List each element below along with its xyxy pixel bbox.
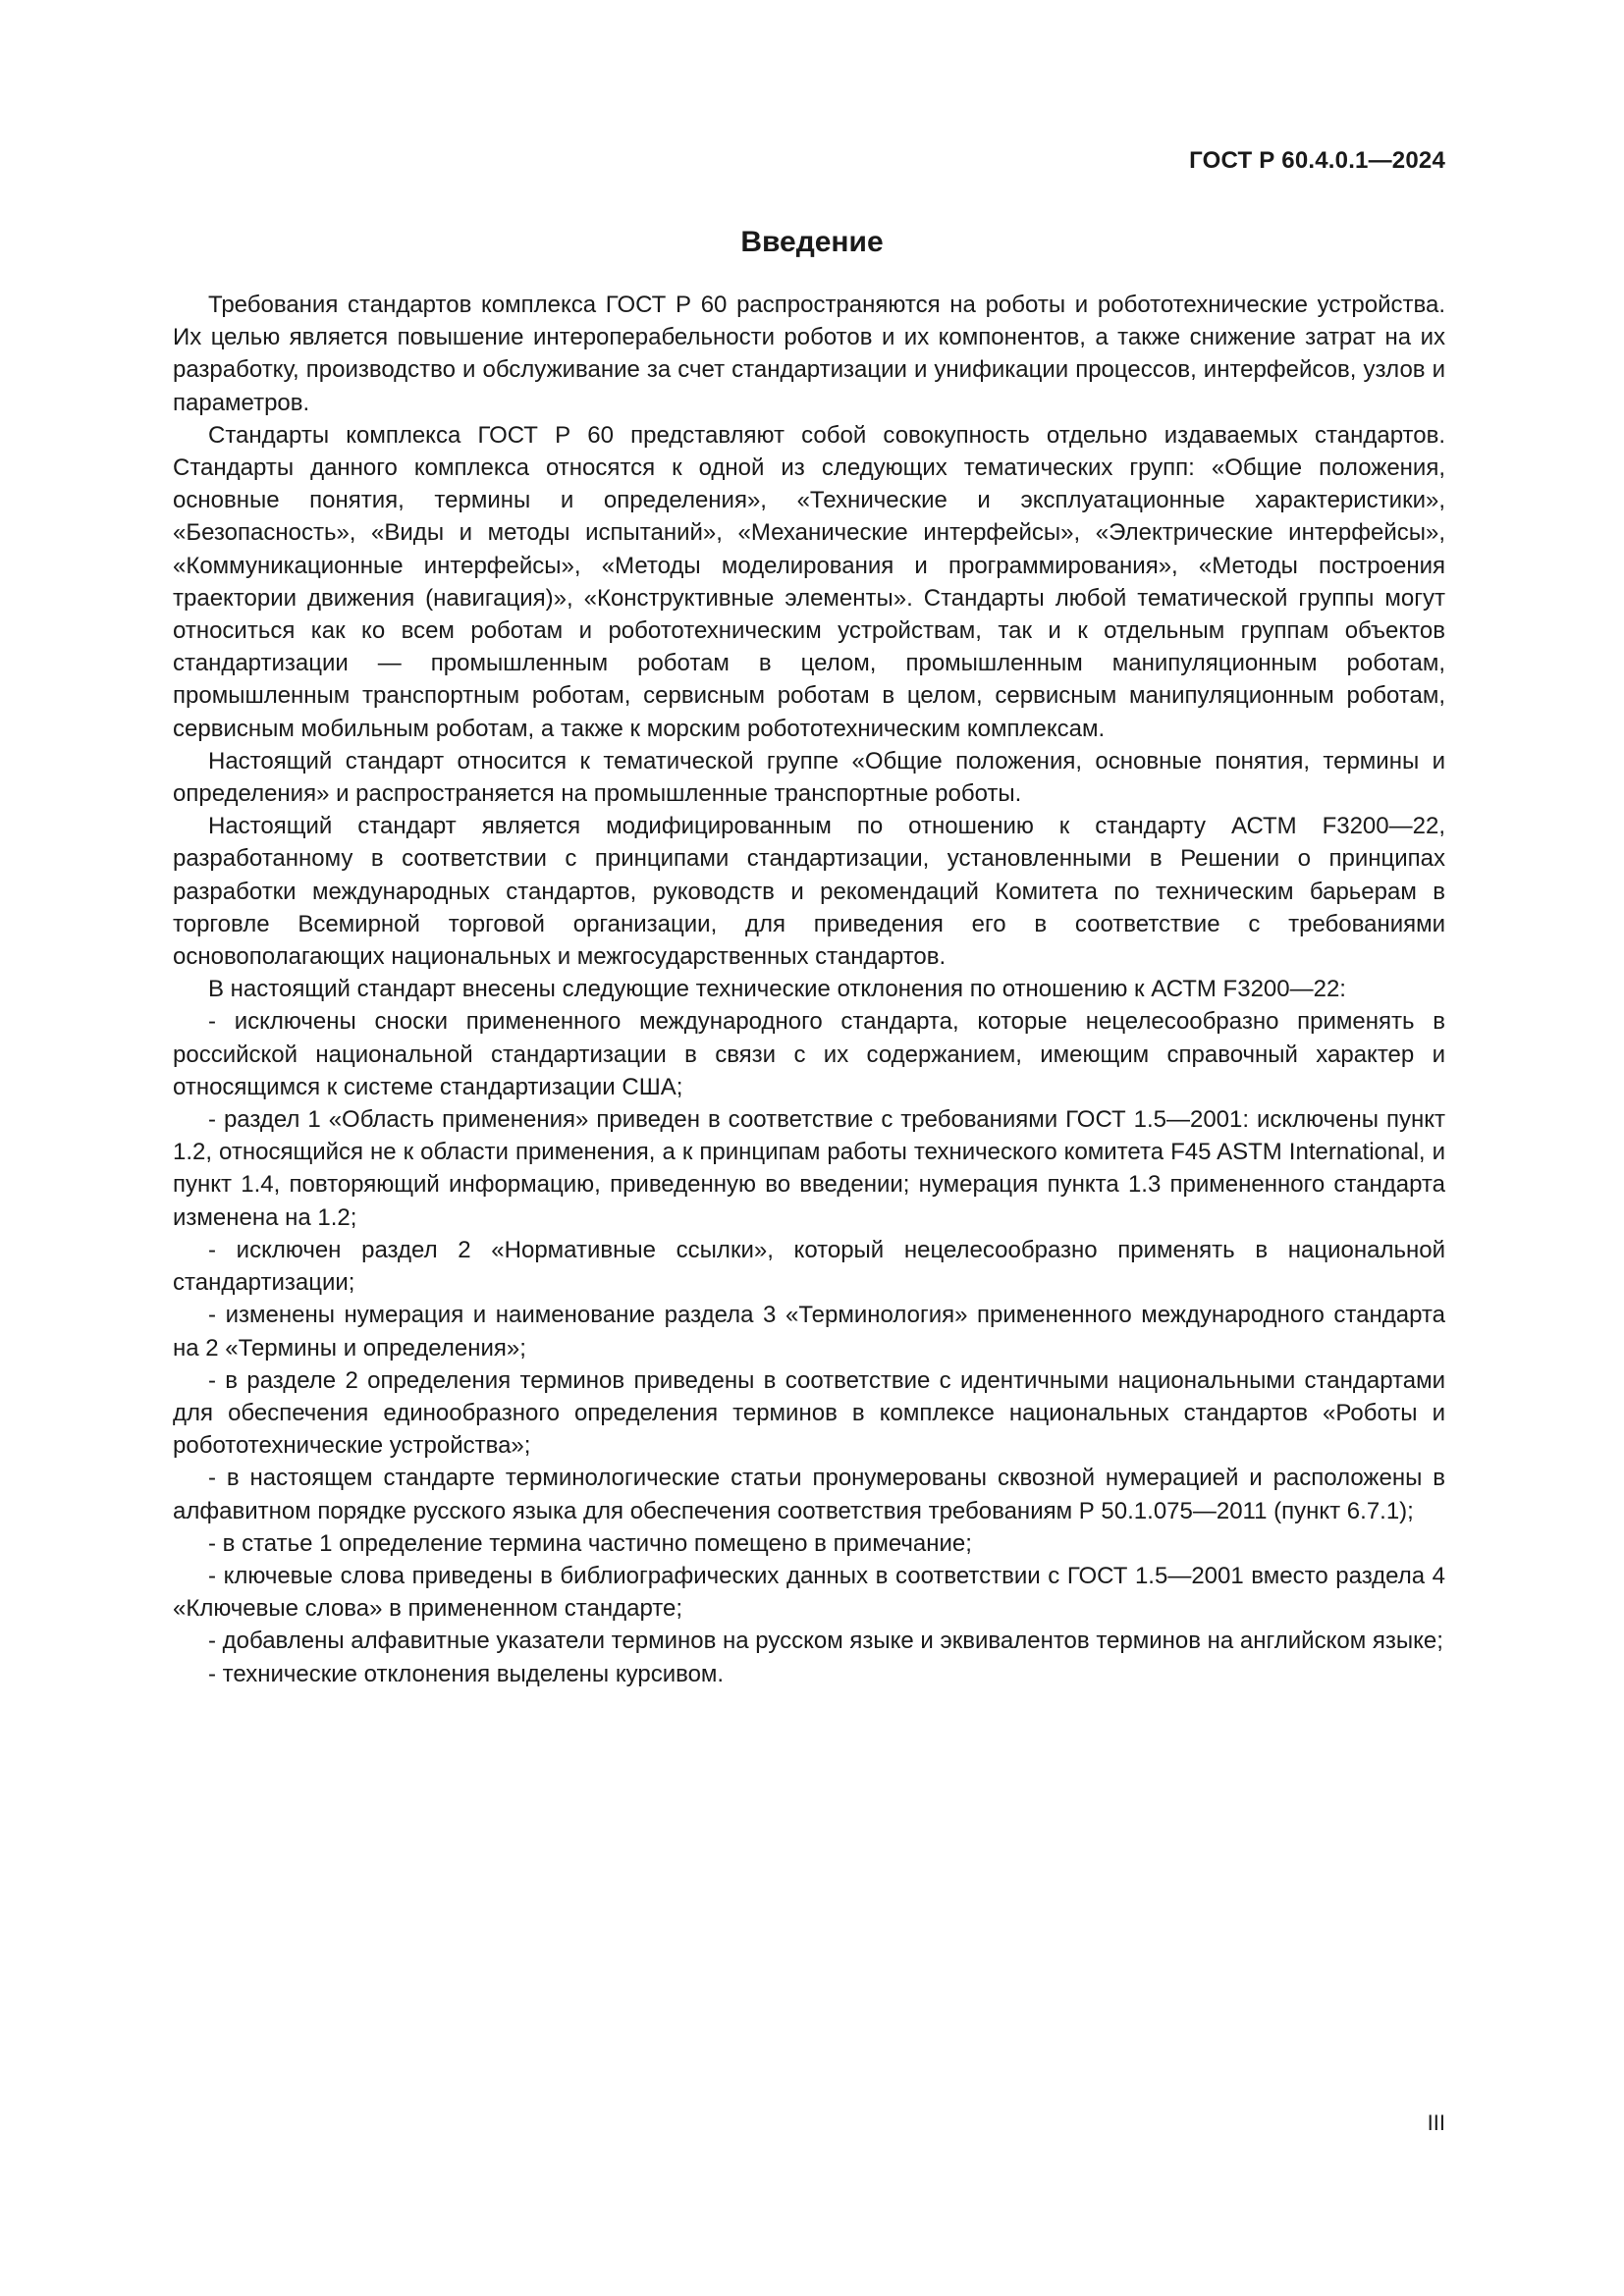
paragraph-deviations-intro: В настоящий стандарт внесены следующие технические отклонения по отношению к АСТМ F3200—22: (208, 976, 1346, 1003)
list-item-indexes: - добавлены алфавитные указатели терминов на русском языке и эквивалентов терминов на английском языке; (208, 1628, 1443, 1655)
paragraph-modification: Настоящий стандарт является модифицированным по отношению к стандарту АСТМ F3200—22, разработанному в соответствии с принципами стандартизации, установленными в Решении о принципах разработки международных стандартов, руководств и рекомендаций Комитета по техническим барьерам в торговле Всемирной торговой организации, для приведения его в соответствие с требованиями основополагающих национальных и межгосударственных стандартов. (173, 813, 1445, 971)
list-item-article-1: - в статье 1 определение термина частично помещено в примечание; (208, 1529, 972, 1557)
list-item-section-2: - исключен раздел 2 «Нормативные ссылки», который нецелесообразно применять в национальной стандартизации; (173, 1236, 1445, 1297)
paragraph-scope: Требования стандартов комплекса ГОСТ Р 60 распространяются на роботы и робототехнические устройства. Их целью является повышение интероперабельности роботов и их компонентов, а также снижение затрат на их разработку, производство и обслуживание за счет стандартизации и унификации процессов, интерфейсов, узлов и параметров. (173, 292, 1445, 416)
list-item-definitions: - в разделе 2 определения терминов приведены в соответствие с идентичными национальными стандартами для обеспечения единообразного определения терминов в комплексе национальных стандартов «Роботы и робототехнические устройства»; (173, 1366, 1445, 1460)
list-item-footnotes: - исключены сноски примененного международного стандарта, которые нецелесообразно применять в российской национальной стандартизации в связи с их содержанием, имеющим справочный характер и относящимся к системе стандартизации США; (173, 1008, 1445, 1100)
list-item-italics: - технические отклонения выделены курсивом. (208, 1660, 725, 1687)
list-item-section-1: - раздел 1 «Область применения» приведен в соответствие с требованиями ГОСТ 1.5—2001: исключены пункт 1.2, относящийся не к области применения, а к принципам работы технического комитета F45 ASTM International, и пункт 1.4, повторяющий информацию, приведенную во введении; нумерация пункта 1.3 примененного стандарта изменена на 1.2; (173, 1106, 1445, 1231)
list-item-numbering: - в настоящем стандарте терминологические статьи пронумерованы сквозной нумерацией и расположены в алфавитном порядке русского языка для обеспечения соответствия требованиям Р 50.1.075—2011 (пункт 6.7.1); (173, 1465, 1445, 1524)
document-code: ГОСТ Р 60.4.0.1—2024 (1189, 147, 1445, 174)
page-number: III (1427, 2110, 1445, 2135)
list-item-section-3: - изменены нумерация и наименование раздела 3 «Терминология» примененного международного стандарта на 2 «Термины и определения»; (173, 1302, 1445, 1362)
introduction-body (173, 289, 1445, 1690)
paragraph-complex-groups: Стандарты комплекса ГОСТ Р 60 представляют собой совокупность отдельно издаваемых стандартов. Стандарты данного комплекса относятся к одной из следующих тематических групп: «Общие положения, основные понятия, термины и определения», «Технические и эксплуатационные характеристики», «Безопасность», «Виды и методы испытаний», «Механические интерфейсы», «Электрические интерфейсы», «Коммуникационные интерфейсы», «Методы моделирования и программирования», «Методы построения траектории движения (навигация)», «Конструктивные элементы». Стандарты любой тематической группы могут относиться как ко всем роботам и робототехническим устройствам, так и к отдельным группам объектов стандартизации — промышленным роботам в целом, промышленным манипуляционным роботам, промышленным транспортным роботам, сервисным роботам в целом, сервисным манипуляционным роботам, сервисным мобильным роботам, а также к морским робототехническим комплексам. (173, 421, 1445, 742)
list-item-keywords: - ключевые слова приведены в библиографических данных в соответствии с ГОСТ 1.5—2001 вместо раздела 4 «Ключевые слова» в примененном стандарте; (173, 1562, 1445, 1623)
section-title: Введение (740, 226, 884, 258)
paragraph-thematic-group: Настоящий стандарт относится к тематической группе «Общие положения, основные понятия, термины и определения» и распространяется на промышленные транспортные роботы. (173, 747, 1445, 808)
